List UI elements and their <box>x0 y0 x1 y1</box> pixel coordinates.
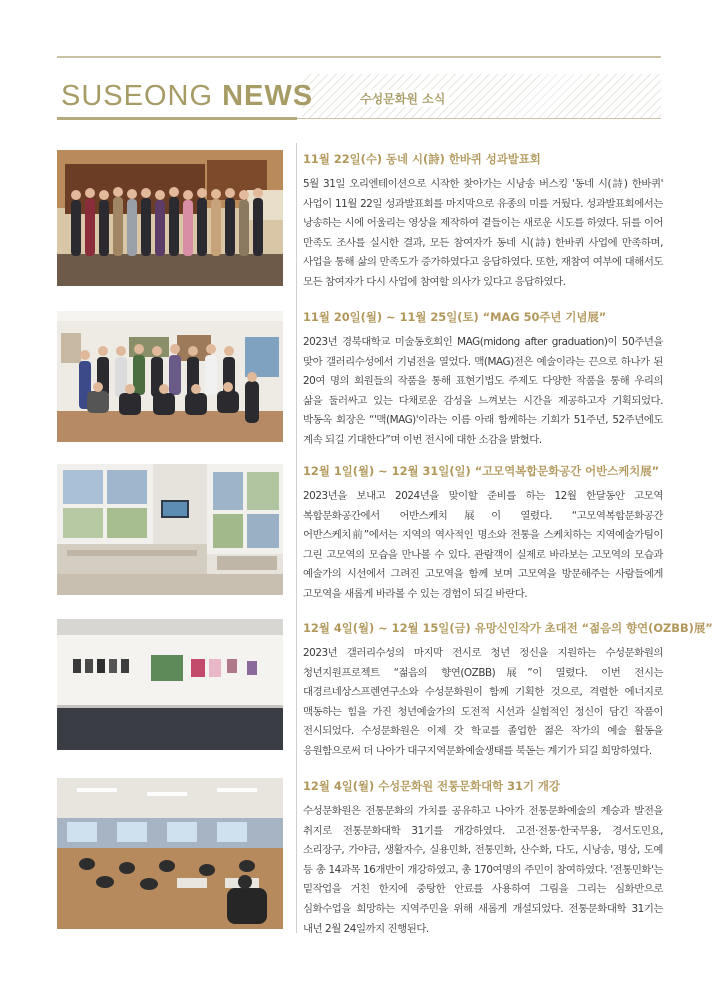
article-title: 11월 20일(월) ~ 11월 25일(토) “MAG 50주년 기념展” <box>303 310 607 324</box>
photo-traditional-class <box>57 778 283 929</box>
article-title: 12월 4일(월) ~ 12월 15일(금) 유망신인작가 초대전 “젊음의 향연(OZBB)展” <box>303 621 713 635</box>
article-traditional-college <box>303 778 663 939</box>
article-body: 2023년 경북대학교 미술동호회인 MAG(midong after graduation)이 50주년을 맞아 갤러리수성에서 기념전을 열었다. 맥(MAG)전은 예술이라는 끈으로 하나가 된 20여 명의 회원들의 작품을 통해 표현기법도 주제도 다양한 작품을 통해 우리의 삶을 둘러싸고 있는 다채로운 감성을 느껴보는 시간을 제공하고자 기획되었다. 박동옥 회장은 “'맥(MAG)'이라는 이름 아래 함께하는 기회가 51주년, 52주년에도 계속 되길 기대한다”며 이번 전시에 대한 소감을 밝혔다. <box>303 336 663 446</box>
article-title: 12월 1일(월) ~ 12월 31일(일) “고모역복합문화공간 어반스케치展” <box>303 464 660 478</box>
article-body: 2023년을 보내고 2024년을 맞이할 준비를 하는 12월 한달동안 고모역 복합문화공간에서 어반스케치展이 열렸다. “고모역복합문화공간 어반스케치前”에서는 지역의 역사적인 명소와 전통을 스케치하는 지역예술가팀이 그린 고모역의 모습을 만나볼 수 있다. 관람객이 실제로 바라보는 고모역의 모습과 예술가의 시선에서 그려진 고모역을 함께 보며 고모역을 방문해주는 사람들에게 고모역을 새롭게 바라볼 수 있는 경험이 되길 바란다. <box>303 490 663 600</box>
photo-gallery-ozbb-image <box>57 619 283 750</box>
article-urban-sketch <box>303 463 663 605</box>
column-divider <box>296 143 297 933</box>
photo-mag-exhibition-image <box>57 311 283 442</box>
photo-gomo-station-image <box>57 464 283 595</box>
page-header <box>57 74 661 118</box>
article-body: 5월 31일 오리엔테이션으로 시작한 찾아가는 시낭송 버스킹 '동네 시(詩) 한바퀴' 사업이 11월 22일 성과발표회를 마지막으로 유종의 미를 거뒀다. 성과발표회에서는 낭송하는 시에 어울리는 영상을 제작하여 곁들이는 새로운 시도를 하였다. 뒤를 이어 만족도 조사를 실시한 결과, 모든 참여자가 동네 시(詩) 한바퀴 사업에 만족하며, 사업을 통해 삶의 만족도가 증가하였다고 응답하였다. 또한, 재참여 여부에 대해서도 모든 참여자가 다시 사업에 참여할 의사가 있다고 응답하였다. <box>303 178 663 288</box>
article-body: 수성문화원은 전통문화의 가치를 공유하고 나아가 전통문화예술의 계승과 발전을 취지로 전통문화대학 31기를 개강하였다. 고전·전통·한국무용, 경서도민요, 소리장구, 가야금, 생활자수, 실용민화, 전통민화, 산수화, 다도, 시낭송, 명상, 도예 등 총 14과목 16개반이 개강하였고, 총 170여명의 주민이 참여하였다. '전통민화'는 밑작업을 거친 한지에 중탕한 안료를 사용하여 그림을 그리는 심화반으로 심화수업을 희망하는 지역주민을 위해 새롭게 개설되었다. 전통문화대학 31기는 내년 2월 24일까지 진행된다. <box>303 805 663 935</box>
photo-gallery-ozbb <box>57 619 283 750</box>
brand-title-bold: NEWS <box>222 80 314 112</box>
top-rule <box>57 56 661 58</box>
brand-title <box>61 80 313 113</box>
article-title: 12월 4일(월) 수성문화원 전통문화대학 31기 개강 <box>303 779 560 793</box>
header-hatch-pattern <box>302 74 661 118</box>
photo-poetry-event <box>57 150 283 286</box>
article-poetry-busking <box>303 151 663 293</box>
section-subtitle: 수성문화원 소식 <box>360 90 449 107</box>
photo-mag-exhibition <box>57 311 283 442</box>
article-body: 2023년 갤러리수성의 마지막 전시로 청년 정신을 지원하는 수성문화원의 청년지원프로젝트 “젊음의 향연(OZBB)展”이 열렸다. 이번 전시는 대경르네상스프렌연구소와 수성문화원이 함께 기획한 것으로, 격렬한 에너지로 맥동하는 힘을 가진 청년예술가의 도전적 시선과 실험적인 정신이 담긴 작품이 전시되었다. 수성문화원은 이제 갓 학교를 졸업한 젊은 작가의 예술 활동을 응원함으로써 더 나아가 대구지역문화예술생태를 북돋는 계기가 되길 희망하였다. <box>303 647 663 757</box>
brand-title-light: SUSEONG <box>61 80 214 112</box>
photo-gomo-station <box>57 464 283 595</box>
photo-traditional-class-image <box>57 778 283 929</box>
header-rule-accent <box>57 117 297 120</box>
photo-poetry-event-image <box>57 150 283 286</box>
article-mag-50th <box>303 309 663 451</box>
article-ozbb-exhibition <box>303 620 713 762</box>
article-title: 11월 22일(수) 동네 시(詩) 한바퀴 성과발표회 <box>303 152 541 166</box>
